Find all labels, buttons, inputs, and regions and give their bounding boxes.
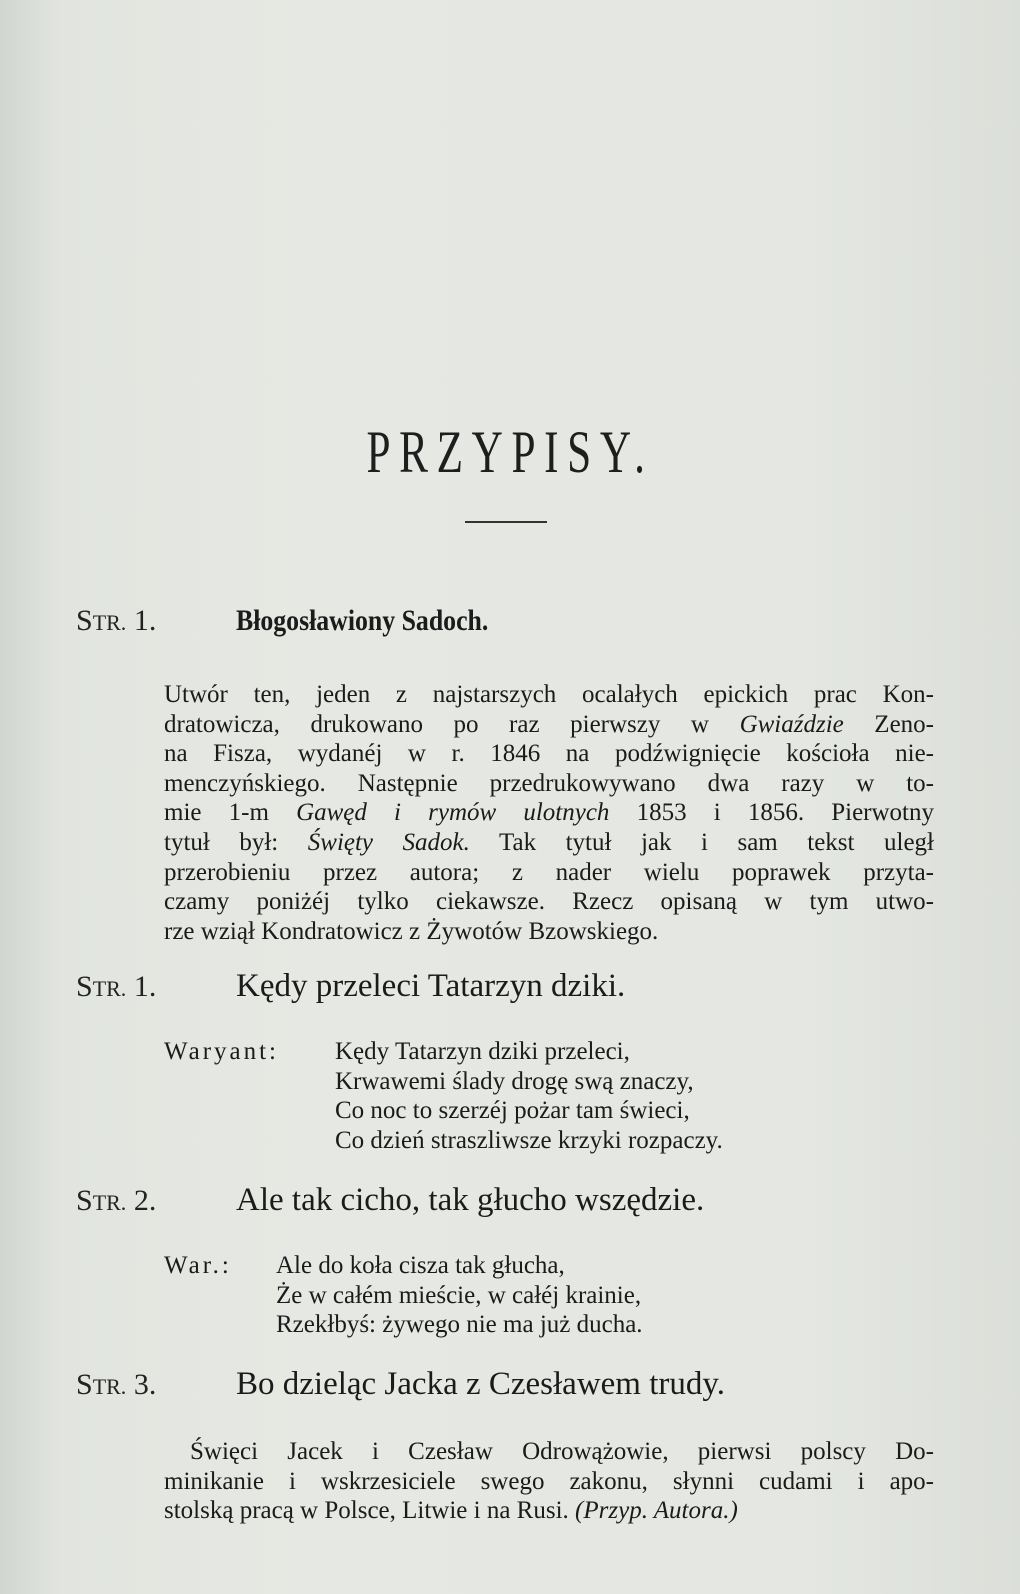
page-ref	[76, 604, 236, 638]
italic-title: Gawęd i rymów ulotnych	[296, 799, 610, 827]
text-line	[164, 710, 934, 740]
text-run: tytuł był:	[164, 828, 308, 856]
text-line: rze wziął Kondratowicz z Żywotów Bzowskiego.	[164, 917, 659, 945]
page-ref-label: STR.	[76, 1368, 127, 1401]
text-line	[164, 1496, 934, 1526]
verse-line: Kędy Tatarzyn dziki przeleci,	[335, 1038, 630, 1065]
note-entry-3-heading	[76, 1182, 704, 1219]
variant-label: War.:	[164, 1252, 232, 1279]
note-heading: Kędy przeleci Tatarzyn dziki.	[236, 968, 626, 1004]
page-ref-label: STR.	[76, 604, 127, 637]
text-line: Święci Jacek i Czesław Odrowążowie, pierwsi polscy Do-	[190, 1438, 934, 1465]
note-entry-4-heading	[76, 1366, 725, 1403]
text-line: menczyńskiego. Następnie przedrukowywano dwa razy w to-	[164, 769, 934, 797]
text-run: Tak tytuł jak i sam tekst uległ	[469, 828, 934, 856]
page-ref-number: 1.	[133, 604, 157, 637]
text-line	[164, 798, 934, 828]
page-ref-label: STR.	[76, 970, 127, 1003]
text-run: mie 1-m	[164, 799, 297, 827]
verse-line: Krwawemi ślady drogę swą znaczy,	[335, 1067, 694, 1095]
text-line: na Fisza, wydanéj w r. 1846 na podźwignięcie kościoła nie-	[164, 740, 934, 768]
verse-line: Że w całém mieście, w całéj krainie,	[276, 1281, 642, 1309]
variant-block-2	[164, 1251, 232, 1281]
page-ref	[76, 1184, 236, 1218]
text-line: minikanie i wskrzesiciele swego zakonu, słynni cudami i apo-	[164, 1467, 934, 1495]
verse-line: Ale do koła cisza tak głucha,	[276, 1252, 565, 1279]
page-ref	[76, 970, 236, 1004]
italic-title: Święty Sadok.	[307, 828, 470, 856]
text-run: 1853 i 1856. Pierwotny	[609, 799, 934, 827]
page-ref-number: 3.	[133, 1368, 157, 1401]
page-ref-number: 1.	[133, 970, 157, 1003]
title-rule	[465, 521, 547, 523]
page-ref	[76, 1368, 236, 1402]
page-ref-label: STR.	[76, 1184, 127, 1217]
italic-title: Gwiaździe	[739, 710, 844, 738]
author-note: (Przyp. Autora.)	[575, 1497, 738, 1525]
page-ref-number: 2.	[133, 1184, 157, 1217]
verse-line: Co dzień straszliwsze krzyki rozpaczy.	[335, 1126, 723, 1154]
text-run: stolską pracą w Polsce, Litwie i na Rusi.	[164, 1497, 569, 1525]
note-paragraph-1	[164, 680, 934, 946]
variant-label: Waryant:	[164, 1038, 280, 1065]
text-line	[164, 828, 934, 858]
page-title: PRZYPISY.	[366, 419, 654, 485]
note-heading: Błogosławiony Sadoch.	[236, 604, 489, 637]
variant-verse-2	[276, 1251, 643, 1340]
text-line: przerobieniu przez autora; z nader wielu poprawek przyta-	[164, 858, 934, 886]
note-heading: Ale tak cicho, tak głucho wszędzie.	[236, 1182, 705, 1218]
note-entry-1-heading	[76, 604, 529, 638]
note-paragraph-2	[164, 1437, 934, 1526]
text-line: Utwór ten, jeden z najstarszych ocalałych epickich prac Kon-	[164, 681, 934, 708]
variant-verse-1	[335, 1037, 723, 1155]
verse-line: Rzekłbyś: żywego nie ma już ducha.	[276, 1311, 643, 1339]
note-entry-2-heading	[76, 968, 625, 1005]
note-heading: Bo dzieląc Jacka z Czesławem trudy.	[236, 1366, 725, 1402]
verse-line: Co noc to szerzéj pożar tam świeci,	[335, 1097, 690, 1125]
text-run: dratowicza, drukowano po raz pierwszy w	[164, 710, 740, 738]
text-run: Zeno-	[843, 710, 935, 738]
text-line: czamy poniżéj tylko ciekawsze. Rzecz opisaną w tym utwo-	[164, 888, 934, 916]
variant-block-1	[164, 1037, 279, 1067]
